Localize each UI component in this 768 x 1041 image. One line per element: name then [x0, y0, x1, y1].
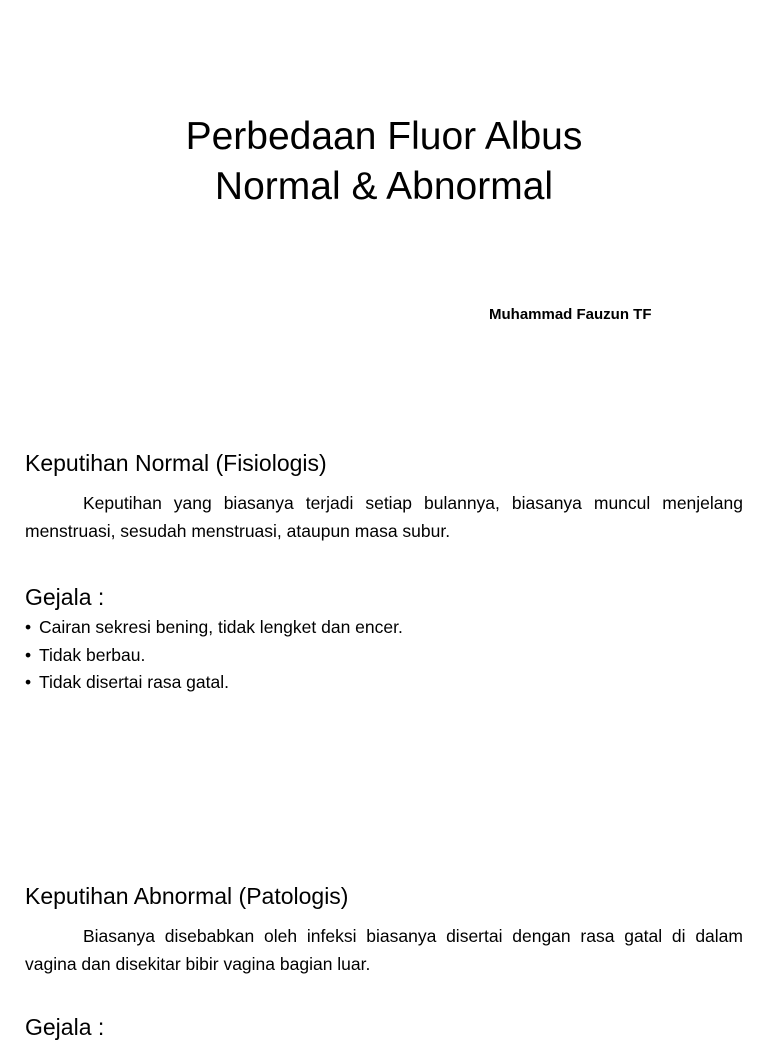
normal-paragraph: Keputihan yang biasanya terjadi setiap bulannya, biasanya muncul menjelang menstruasi, sesudah menstruasi, ataupun masa subur.: [25, 493, 743, 541]
abnormal-symptoms-heading: Gejala :: [25, 1014, 105, 1040]
list-item: [25, 614, 403, 642]
abnormal-paragraph: Biasanya disebabkan oleh infeksi biasanya disertai dengan rasa gatal di dalam vagina dan disekitar bibir vagina bagian luar.: [25, 926, 743, 974]
normal-symptoms-list: [25, 614, 403, 697]
list-item: [25, 642, 403, 670]
symptom-text: Tidak disertai rasa gatal.: [39, 672, 229, 692]
normal-heading: Keputihan Normal (Fisiologis): [25, 450, 327, 476]
slide-title-line-1: Perbedaan Fluor Albus: [185, 115, 583, 158]
normal-symptoms-heading: Gejala :: [25, 584, 105, 610]
title-slide: [0, 0, 768, 420]
bullet-icon: •: [25, 644, 32, 665]
author-name: Muhammad Fauzun TF: [489, 306, 652, 323]
symptom-text: Cairan sekresi bening, tidak lengket dan encer.: [39, 617, 403, 637]
slide-title: [0, 112, 768, 212]
bullet-icon: •: [25, 672, 32, 692]
abnormal-slide: [0, 860, 768, 1040]
abnormal-heading: Keputihan Abnormal (Patologis): [25, 883, 349, 909]
list-item: [25, 669, 403, 697]
symptom-text: Tidak berbau.: [39, 644, 146, 665]
bullet-icon: •: [25, 617, 32, 637]
normal-slide: [0, 430, 768, 850]
slide-title-line-2: Normal & Abnormal: [214, 165, 554, 208]
